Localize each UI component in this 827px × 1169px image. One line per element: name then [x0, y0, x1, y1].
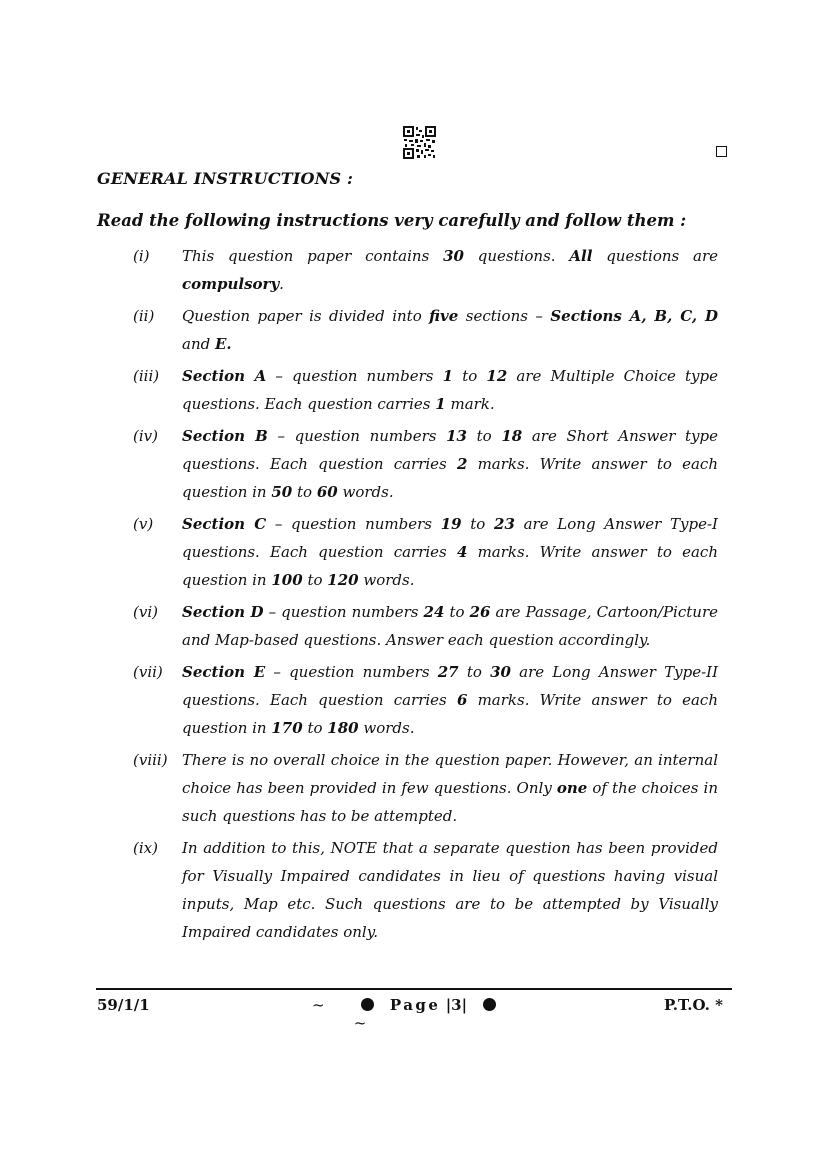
instruction-text: Section D – question numbers 24 to 26 are Passage, Cartoon/Picture and Map-based questions. Answer each question accordingly.: [182, 603, 718, 649]
page-indicator: [312, 996, 512, 1032]
page-sep-left: |: [445, 996, 452, 1014]
instruction-item: [133, 658, 718, 742]
instruction-item: [133, 242, 718, 298]
instruction-text: This question paper contains 30 questions. All questions are compulsory.: [182, 247, 719, 293]
footer-divider: [96, 988, 732, 990]
qr-code: [403, 126, 436, 159]
instruction-number: (vii): [133, 663, 163, 681]
pto-label: P.T.O. *: [664, 996, 723, 1014]
instructions-list: [133, 242, 718, 950]
instruction-text: Section B – question numbers 13 to 18 are Short Answer type questions. Each question carries 2 marks. Write answer to each question in 50 to 60 words.: [182, 427, 718, 501]
instruction-item: [133, 302, 718, 358]
page-sep-right: |: [461, 996, 468, 1014]
instruction-text: Section C – question numbers 19 to 23 are Long Answer Type-I questions. Each question carries 4 marks. Write answer to each question in 100 to 120 words.: [182, 515, 718, 589]
instruction-item: [133, 746, 718, 830]
instruction-number: (v): [133, 515, 154, 533]
instruction-text: There is no overall choice in the question paper. However, an internal choice has been provided in few questions. Only one of the choices in such questions has to be attempted.: [182, 751, 718, 825]
bullet-icon: [483, 998, 496, 1011]
instruction-number: (iv): [133, 427, 158, 445]
page-label: Page: [389, 996, 441, 1014]
instruction-number: (ix): [133, 839, 158, 857]
instructions-subheading: Read the following instructions very carefully and follow them :: [97, 211, 687, 230]
general-instructions-heading: GENERAL INSTRUCTIONS :: [97, 169, 354, 188]
instruction-item: [133, 834, 718, 946]
instruction-item: [133, 598, 718, 654]
instruction-number: (i): [133, 247, 150, 265]
instruction-text: Question paper is divided into five sections – Sections A, B, C, D and E.: [182, 307, 718, 353]
instruction-item: [133, 510, 718, 594]
checkbox-square: [716, 146, 727, 157]
instruction-number: (vi): [133, 603, 158, 621]
paper-code: 59/1/1: [97, 996, 150, 1014]
page-number: 3: [451, 996, 462, 1014]
instruction-item: [133, 362, 718, 418]
instruction-number: (iii): [133, 367, 160, 385]
instruction-item: [133, 422, 718, 506]
instruction-text: Section A – question numbers 1 to 12 are Multiple Choice type questions. Each question carries 1 mark.: [182, 367, 718, 413]
instruction-number: (viii): [133, 751, 168, 769]
instruction-text: In addition to this, NOTE that a separate question has been provided for Visually Impaired candidates in lieu of questions having visual inputs, Map etc. Such questions are to be attempted by Visually Impaired candidates only.: [182, 839, 718, 941]
instruction-number: (ii): [133, 307, 155, 325]
bullet-icon: [361, 998, 374, 1011]
tilde-left: ~: [312, 996, 325, 1014]
instruction-text: Section E – question numbers 27 to 30 are Long Answer Type-II questions. Each question carries 6 marks. Write answer to each question in 170 to 180 words.: [182, 663, 718, 737]
tilde-right: ~: [353, 1014, 367, 1032]
